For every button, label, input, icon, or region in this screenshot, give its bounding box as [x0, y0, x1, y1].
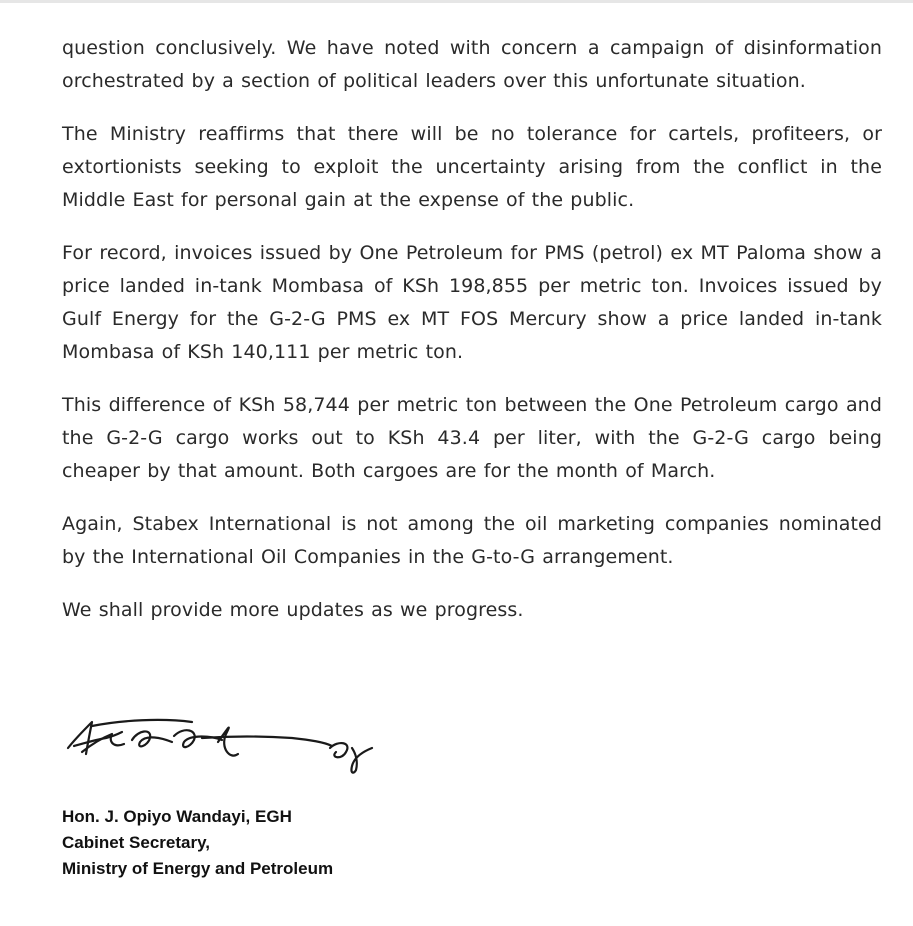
paragraph-stabex: Again, Stabex International is not among the oil marketing companies nominated by the International Oil Companies in the G-to-G arrangement. [62, 513, 882, 568]
paragraph-updates: We shall provide more updates as we progress. [62, 599, 524, 621]
paragraph-invoices: For record, invoices issued by One Petroleum for PMS (petrol) ex MT Paloma show a price landed in-tank Mombasa of KSh 198,855 per metric ton. Invoices issued by Gulf Energy for the G-2-G PMS ex MT FOS Mercury show a price landed in-tank Mombasa of KSh 140,111 per metric ton. [62, 242, 882, 363]
signatory-name: Hon. J. Opiyo Wandayi, EGH [62, 807, 292, 826]
letter-body [62, 32, 882, 627]
signatory-block [62, 804, 333, 882]
signatory-title: Cabinet Secretary, [62, 833, 211, 852]
page-top-edge [0, 0, 913, 3]
signatory-ministry: Ministry of Energy and Petroleum [62, 859, 334, 878]
paragraph-price-difference: This difference of KSh 58,744 per metric ton between the One Petroleum cargo and the G-2-G cargo works out to KSh 43.4 per liter, with the G-2-G cargo being cheaper by that amount. Both cargoes are for the month of March. [62, 394, 882, 482]
paragraph-cartels-warning: The Ministry reaffirms that there will be no tolerance for cartels, profiteers, or extortionists seeking to exploit the uncertainty arising from the conflict in the Middle East for personal gain at the expense of the public. [62, 123, 882, 211]
paragraph-disinformation: question conclusively. We have noted with concern a campaign of disinformation orchestrated by a section of political leaders over this unfortunate situation. [62, 37, 882, 92]
handwritten-signature [62, 708, 382, 778]
